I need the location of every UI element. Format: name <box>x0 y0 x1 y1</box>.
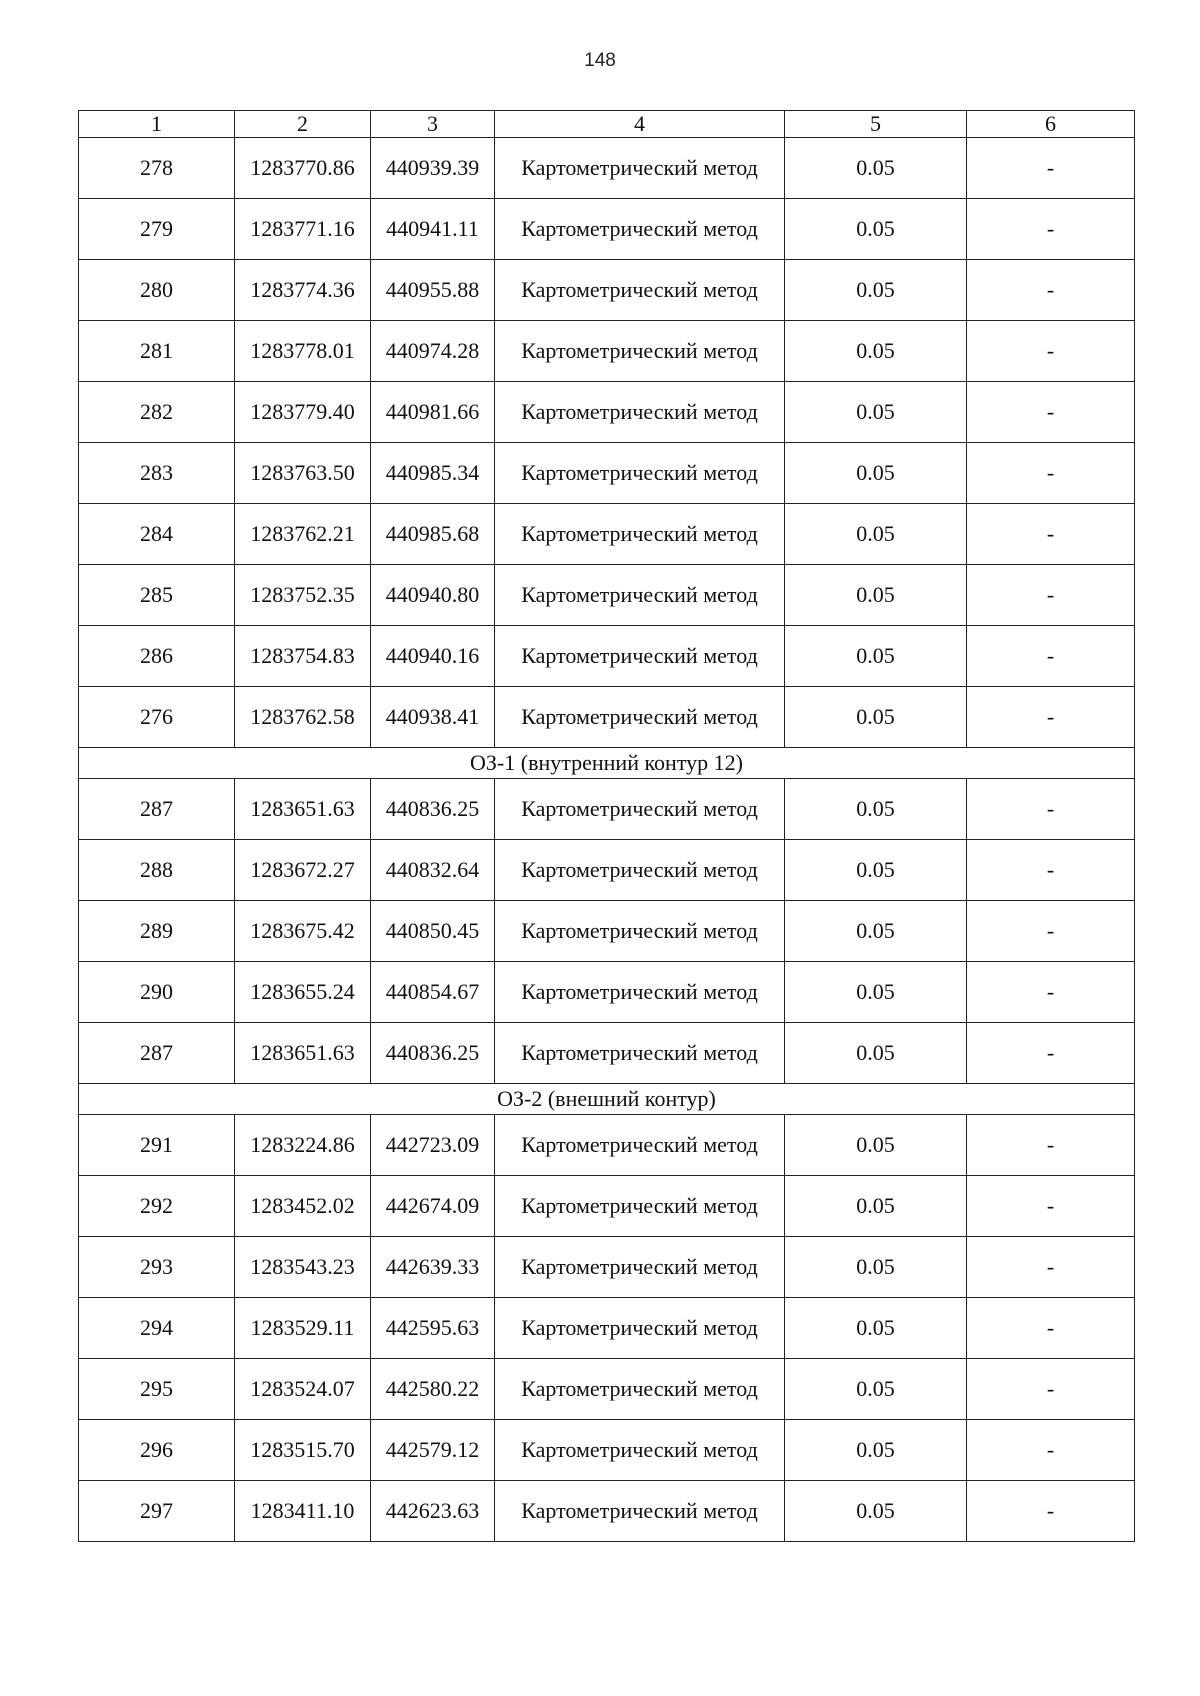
table-row <box>79 840 1135 901</box>
x-coordinate-cell: 1283452.02 <box>235 1176 371 1237</box>
description-cell: - <box>967 565 1135 626</box>
y-coordinate-cell: 442639.33 <box>371 1237 495 1298</box>
description-cell: - <box>967 382 1135 443</box>
description-cell: - <box>967 687 1135 748</box>
y-coordinate-cell: 440939.39 <box>371 138 495 199</box>
method-cell: Картометрический метод <box>495 1237 785 1298</box>
error-cell: 0.05 <box>785 382 967 443</box>
table-row <box>79 1481 1135 1542</box>
error-cell: 0.05 <box>785 1237 967 1298</box>
table-row <box>79 199 1135 260</box>
method-cell: Картометрический метод <box>495 382 785 443</box>
table-row <box>79 504 1135 565</box>
x-coordinate-cell: 1283762.58 <box>235 687 371 748</box>
column-header: 5 <box>785 111 967 138</box>
y-coordinate-cell: 442674.09 <box>371 1176 495 1237</box>
error-cell: 0.05 <box>785 779 967 840</box>
table-row <box>79 1359 1135 1420</box>
error-cell: 0.05 <box>785 1115 967 1176</box>
y-coordinate-cell: 440850.45 <box>371 901 495 962</box>
description-cell: - <box>967 1115 1135 1176</box>
method-cell: Картометрический метод <box>495 962 785 1023</box>
point-number-cell: 288 <box>79 840 235 901</box>
point-number-cell: 295 <box>79 1359 235 1420</box>
error-cell: 0.05 <box>785 504 967 565</box>
method-cell: Картометрический метод <box>495 504 785 565</box>
point-number-cell: 291 <box>79 1115 235 1176</box>
y-coordinate-cell: 442595.63 <box>371 1298 495 1359</box>
x-coordinate-cell: 1283543.23 <box>235 1237 371 1298</box>
x-coordinate-cell: 1283771.16 <box>235 199 371 260</box>
error-cell: 0.05 <box>785 626 967 687</box>
description-cell: - <box>967 779 1135 840</box>
point-number-cell: 287 <box>79 779 235 840</box>
y-coordinate-cell: 440940.16 <box>371 626 495 687</box>
table-row <box>79 687 1135 748</box>
error-cell: 0.05 <box>785 1176 967 1237</box>
error-cell: 0.05 <box>785 321 967 382</box>
x-coordinate-cell: 1283529.11 <box>235 1298 371 1359</box>
point-number-cell: 279 <box>79 199 235 260</box>
error-cell: 0.05 <box>785 199 967 260</box>
x-coordinate-cell: 1283672.27 <box>235 840 371 901</box>
method-cell: Картометрический метод <box>495 1298 785 1359</box>
table-row <box>79 779 1135 840</box>
description-cell: - <box>967 1023 1135 1084</box>
method-cell: Картометрический метод <box>495 565 785 626</box>
x-coordinate-cell: 1283411.10 <box>235 1481 371 1542</box>
point-number-cell: 296 <box>79 1420 235 1481</box>
error-cell: 0.05 <box>785 1420 967 1481</box>
error-cell: 0.05 <box>785 138 967 199</box>
y-coordinate-cell: 442623.63 <box>371 1481 495 1542</box>
description-cell: - <box>967 504 1135 565</box>
description-cell: - <box>967 321 1135 382</box>
method-cell: Картометрический метод <box>495 779 785 840</box>
section-header-row <box>79 748 1135 779</box>
x-coordinate-cell: 1283515.70 <box>235 1420 371 1481</box>
method-cell: Картометрический метод <box>495 1481 785 1542</box>
error-cell: 0.05 <box>785 1298 967 1359</box>
x-coordinate-cell: 1283762.21 <box>235 504 371 565</box>
point-number-cell: 289 <box>79 901 235 962</box>
description-cell: - <box>967 901 1135 962</box>
table-row <box>79 1023 1135 1084</box>
method-cell: Картометрический метод <box>495 138 785 199</box>
column-header: 2 <box>235 111 371 138</box>
table-row <box>79 1298 1135 1359</box>
table-row <box>79 1115 1135 1176</box>
point-number-cell: 287 <box>79 1023 235 1084</box>
point-number-cell: 297 <box>79 1481 235 1542</box>
point-number-cell: 294 <box>79 1298 235 1359</box>
method-cell: Картометрический метод <box>495 321 785 382</box>
method-cell: Картометрический метод <box>495 1176 785 1237</box>
description-cell: - <box>967 1481 1135 1542</box>
method-cell: Картометрический метод <box>495 443 785 504</box>
table-row <box>79 321 1135 382</box>
table-row <box>79 382 1135 443</box>
y-coordinate-cell: 442723.09 <box>371 1115 495 1176</box>
method-cell: Картометрический метод <box>495 1023 785 1084</box>
description-cell: - <box>967 1298 1135 1359</box>
table-row <box>79 260 1135 321</box>
method-cell: Картометрический метод <box>495 901 785 962</box>
table-row <box>79 962 1135 1023</box>
point-number-cell: 276 <box>79 687 235 748</box>
table-row <box>79 565 1135 626</box>
point-number-cell: 281 <box>79 321 235 382</box>
point-number-cell: 280 <box>79 260 235 321</box>
method-cell: Картометрический метод <box>495 199 785 260</box>
error-cell: 0.05 <box>785 1359 967 1420</box>
y-coordinate-cell: 440974.28 <box>371 321 495 382</box>
y-coordinate-cell: 442580.22 <box>371 1359 495 1420</box>
description-cell: - <box>967 1420 1135 1481</box>
page-number: 148 <box>584 50 616 71</box>
description-cell: - <box>967 443 1135 504</box>
error-cell: 0.05 <box>785 901 967 962</box>
method-cell: Картометрический метод <box>495 260 785 321</box>
description-cell: - <box>967 260 1135 321</box>
table-body <box>79 138 1135 1542</box>
description-cell: - <box>967 1359 1135 1420</box>
method-cell: Картометрический метод <box>495 687 785 748</box>
error-cell: 0.05 <box>785 1023 967 1084</box>
table-row <box>79 1176 1135 1237</box>
y-coordinate-cell: 440854.67 <box>371 962 495 1023</box>
x-coordinate-cell: 1283754.83 <box>235 626 371 687</box>
x-coordinate-cell: 1283651.63 <box>235 779 371 840</box>
point-number-cell: 278 <box>79 138 235 199</box>
error-cell: 0.05 <box>785 687 967 748</box>
table-header-row <box>79 111 1135 138</box>
table-row <box>79 626 1135 687</box>
x-coordinate-cell: 1283763.50 <box>235 443 371 504</box>
point-number-cell: 283 <box>79 443 235 504</box>
section-title: ОЗ-1 (внутренний контур 12) <box>79 748 1135 779</box>
section-header-row <box>79 1084 1135 1115</box>
description-cell: - <box>967 1237 1135 1298</box>
description-cell: - <box>967 626 1135 687</box>
x-coordinate-cell: 1283651.63 <box>235 1023 371 1084</box>
y-coordinate-cell: 440985.34 <box>371 443 495 504</box>
method-cell: Картометрический метод <box>495 1115 785 1176</box>
error-cell: 0.05 <box>785 840 967 901</box>
column-header: 1 <box>79 111 235 138</box>
table-row <box>79 443 1135 504</box>
y-coordinate-cell: 440832.64 <box>371 840 495 901</box>
description-cell: - <box>967 138 1135 199</box>
column-header: 4 <box>495 111 785 138</box>
error-cell: 0.05 <box>785 1481 967 1542</box>
table-row <box>79 901 1135 962</box>
x-coordinate-cell: 1283524.07 <box>235 1359 371 1420</box>
x-coordinate-cell: 1283675.42 <box>235 901 371 962</box>
error-cell: 0.05 <box>785 260 967 321</box>
x-coordinate-cell: 1283752.35 <box>235 565 371 626</box>
column-header: 3 <box>371 111 495 138</box>
error-cell: 0.05 <box>785 443 967 504</box>
x-coordinate-cell: 1283224.86 <box>235 1115 371 1176</box>
y-coordinate-cell: 440836.25 <box>371 1023 495 1084</box>
x-coordinate-cell: 1283655.24 <box>235 962 371 1023</box>
table-row <box>79 1237 1135 1298</box>
y-coordinate-cell: 440938.41 <box>371 687 495 748</box>
point-number-cell: 290 <box>79 962 235 1023</box>
description-cell: - <box>967 1176 1135 1237</box>
y-coordinate-cell: 440836.25 <box>371 779 495 840</box>
table-row <box>79 138 1135 199</box>
point-number-cell: 286 <box>79 626 235 687</box>
x-coordinate-cell: 1283778.01 <box>235 321 371 382</box>
method-cell: Картометрический метод <box>495 1359 785 1420</box>
y-coordinate-cell: 440955.88 <box>371 260 495 321</box>
y-coordinate-cell: 440981.66 <box>371 382 495 443</box>
description-cell: - <box>967 199 1135 260</box>
column-header: 6 <box>967 111 1135 138</box>
method-cell: Картометрический метод <box>495 626 785 687</box>
method-cell: Картометрический метод <box>495 840 785 901</box>
error-cell: 0.05 <box>785 565 967 626</box>
x-coordinate-cell: 1283774.36 <box>235 260 371 321</box>
point-number-cell: 284 <box>79 504 235 565</box>
table-row <box>79 1420 1135 1481</box>
point-number-cell: 285 <box>79 565 235 626</box>
description-cell: - <box>967 840 1135 901</box>
x-coordinate-cell: 1283779.40 <box>235 382 371 443</box>
error-cell: 0.05 <box>785 962 967 1023</box>
method-cell: Картометрический метод <box>495 1420 785 1481</box>
description-cell: - <box>967 962 1135 1023</box>
y-coordinate-cell: 442579.12 <box>371 1420 495 1481</box>
y-coordinate-cell: 440940.80 <box>371 565 495 626</box>
y-coordinate-cell: 440985.68 <box>371 504 495 565</box>
y-coordinate-cell: 440941.11 <box>371 199 495 260</box>
section-title: ОЗ-2 (внешний контур) <box>79 1084 1135 1115</box>
point-number-cell: 292 <box>79 1176 235 1237</box>
coordinates-table <box>78 110 1135 1542</box>
point-number-cell: 282 <box>79 382 235 443</box>
x-coordinate-cell: 1283770.86 <box>235 138 371 199</box>
point-number-cell: 293 <box>79 1237 235 1298</box>
